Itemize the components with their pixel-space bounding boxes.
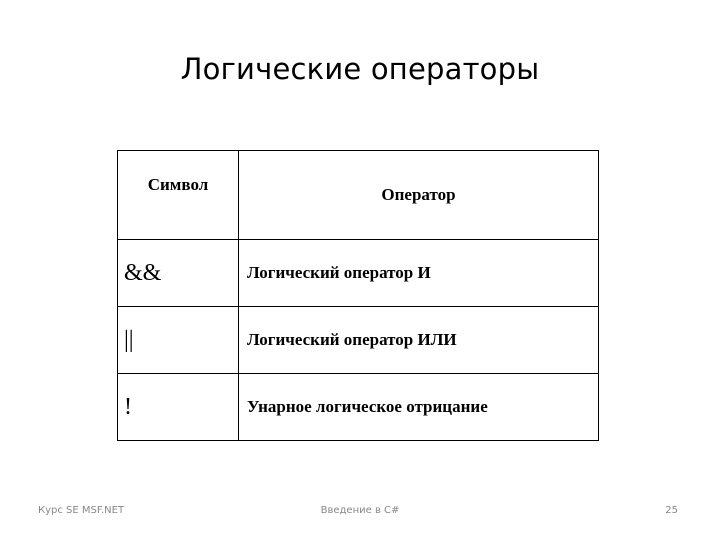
table-row — [118, 240, 599, 307]
table-row — [118, 374, 599, 441]
operator-cell: Унарное логическое отрицание — [239, 374, 599, 441]
table-row — [118, 307, 599, 374]
symbol-cell: ! — [118, 374, 239, 441]
table-header-row — [118, 151, 599, 240]
operator-cell: Логический оператор И — [239, 240, 599, 307]
footer-course: Курс SE MSF.NET — [38, 505, 125, 516]
symbol-cell: || — [118, 307, 239, 374]
operator-cell: Логический оператор ИЛИ — [239, 307, 599, 374]
operators-table — [117, 150, 599, 441]
header-operator: Оператор — [239, 151, 599, 240]
header-symbol: Символ — [118, 151, 239, 240]
symbol-cell: && — [118, 240, 239, 307]
page-number: 25 — [665, 505, 678, 516]
slide-title: Логические операторы — [180, 52, 540, 86]
footer-topic: Введение в C# — [320, 505, 400, 516]
